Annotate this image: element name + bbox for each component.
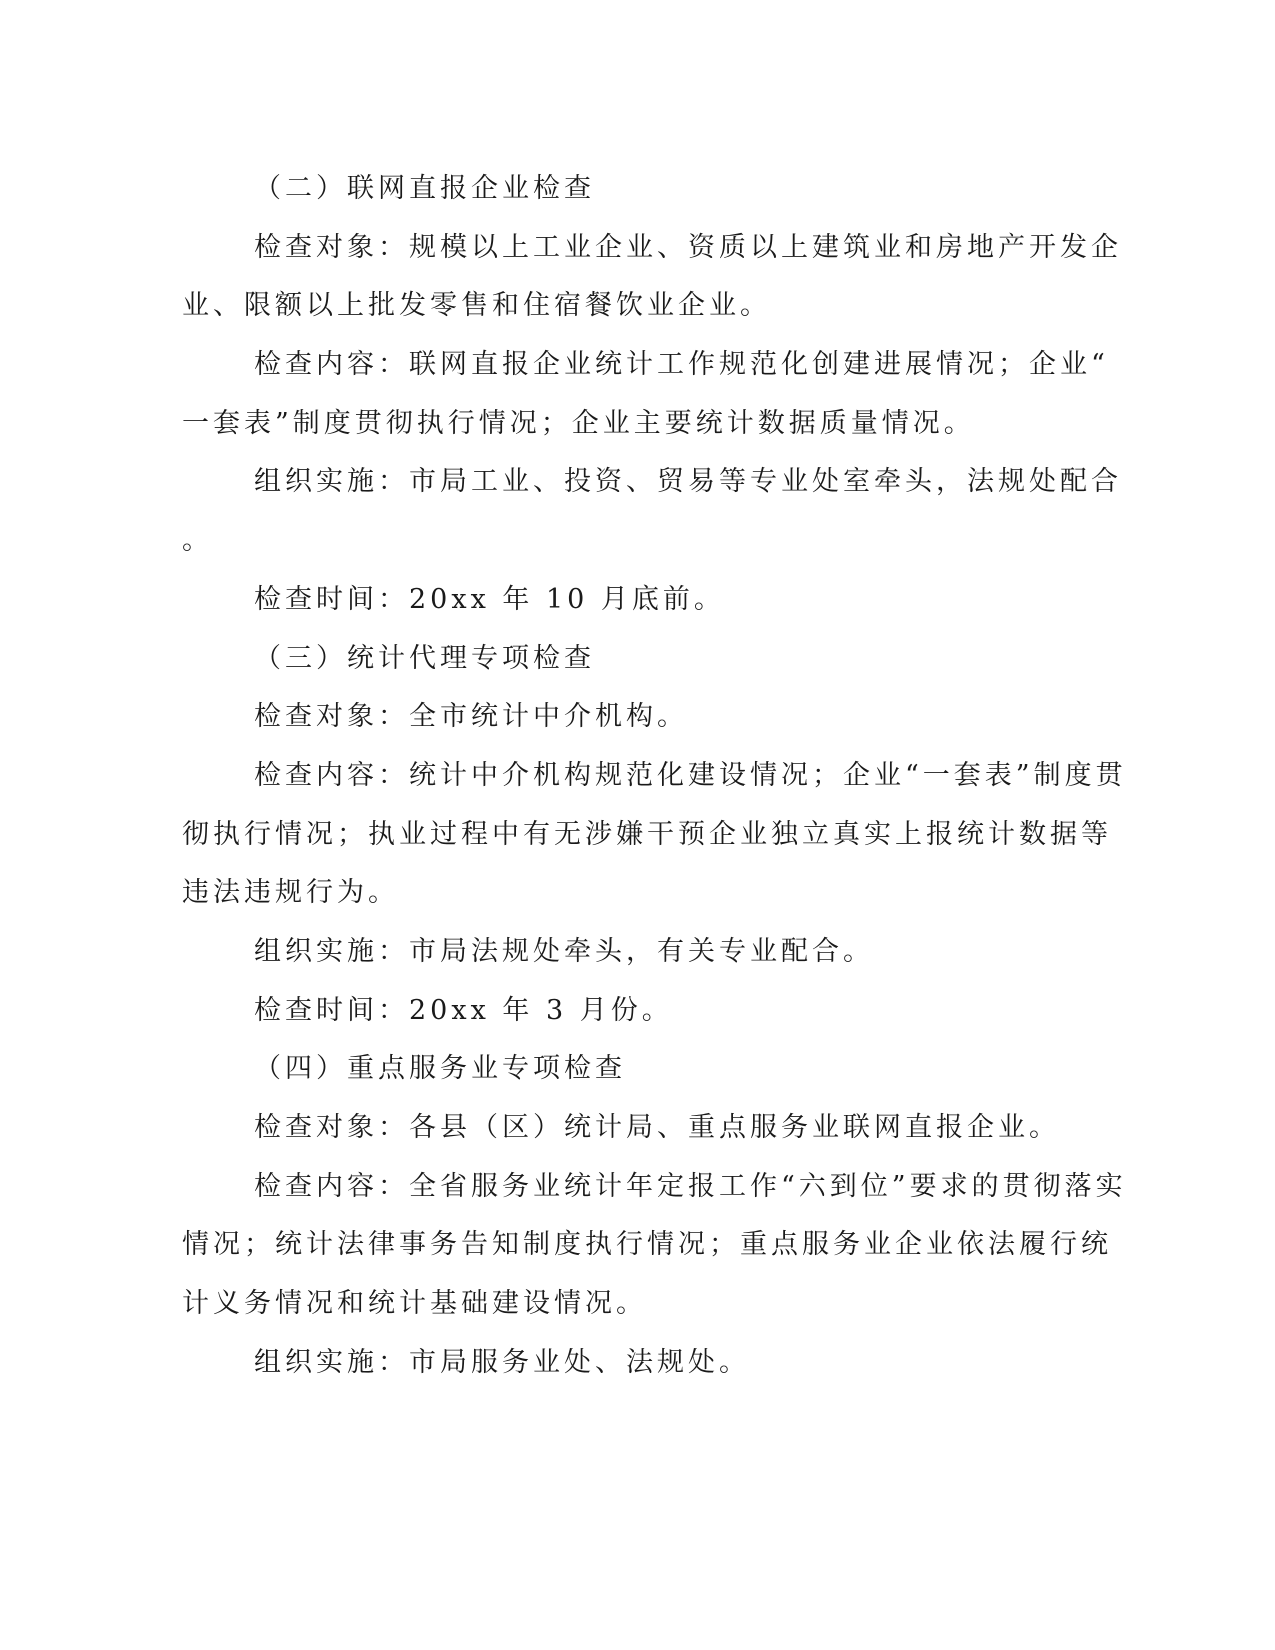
document-body — [182, 160, 1127, 1392]
paragraph-line: 组织实施：市局法规处牵头，有关专业配合。 — [254, 935, 874, 967]
paragraph-line: 。 — [182, 525, 213, 557]
section-heading-2: （二）联网直报企业检查 — [254, 173, 595, 204]
paragraph-line: 检查时间：20xx 年 10 月底前。 — [254, 583, 725, 615]
paragraph-line: 计义务情况和统计基础建设情况。 — [182, 1288, 647, 1320]
paragraph-line: 彻执行情况；执业过程中有无涉嫌干预企业独立真实上报统计数据等 — [182, 818, 1112, 850]
paragraph-line: 检查对象：各县（区）统计局、重点服务业联网直报企业。 — [254, 1112, 1060, 1143]
section-heading-3: （三）统计代理专项检查 — [254, 642, 595, 674]
paragraph-line: 一套表”制度贯彻执行情况；企业主要统计数据质量情况。 — [182, 407, 975, 439]
paragraph-line: 组织实施：市局工业、投资、贸易等专业处室牵头，法规处配合 — [254, 466, 1122, 498]
paragraph-line: 检查对象：全市统计中介机构。 — [254, 701, 688, 733]
paragraph-line: 业、限额以上批发零售和住宿餐饮业企业。 — [182, 290, 771, 322]
paragraph-line: 检查内容：联网直报企业统计工作规范化创建进展情况；企业“ — [254, 349, 1109, 381]
paragraph-line: 检查对象：规模以上工业企业、资质以上建筑业和房地产开发企 — [254, 231, 1122, 263]
paragraph-line: 检查时间：20xx 年 3 月份。 — [254, 994, 673, 1026]
paragraph-line: 检查内容：统计中介机构规范化建设情况；企业“一套表”制度贯 — [254, 759, 1127, 791]
paragraph-line: 检查内容：全省服务业统计年定报工作“六到位”要求的贯彻落实 — [254, 1170, 1127, 1202]
section-heading-4: （四）重点服务业专项检查 — [254, 1053, 626, 1085]
paragraph-line: 组织实施：市局服务业处、法规处。 — [254, 1346, 750, 1378]
paragraph-line: 违法违规行为。 — [182, 877, 399, 909]
paragraph-line: 情况；统计法律事务告知制度执行情况；重点服务业企业依法履行统 — [182, 1229, 1112, 1261]
